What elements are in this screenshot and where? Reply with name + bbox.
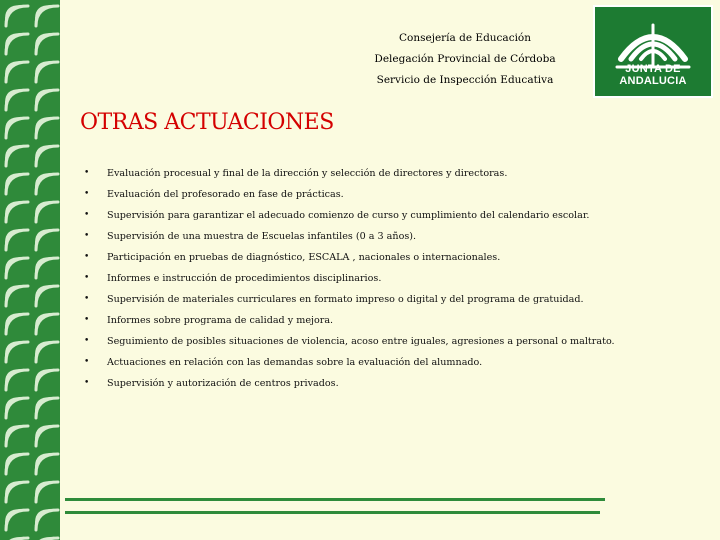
list-item	[84, 247, 704, 268]
bullet: •	[84, 252, 90, 262]
decorative-sidebar	[0, 0, 60, 540]
junta-logo	[593, 5, 713, 98]
list-item-text: Informes sobre programa de calidad y mejora.	[107, 315, 334, 326]
arc-motif-icon	[36, 398, 58, 418]
arc-motif-icon	[36, 174, 58, 194]
arc-motif-icon	[6, 398, 28, 418]
list-item	[84, 268, 704, 289]
list-item	[84, 163, 704, 184]
bullet: •	[84, 294, 90, 304]
bullet: •	[84, 168, 90, 178]
header-line-2: Delegación Provincial de Córdoba	[374, 53, 556, 65]
arc-motif-icon	[6, 482, 28, 502]
bullet: •	[84, 210, 90, 220]
list-item	[84, 184, 704, 205]
bullet: •	[84, 336, 90, 346]
arc-motif-icon	[36, 342, 58, 362]
bullet: •	[84, 273, 90, 283]
arc-motif-icon	[36, 90, 58, 110]
bullet: •	[84, 315, 90, 325]
bullet: •	[84, 357, 90, 367]
list-item	[84, 226, 704, 247]
list-item-text: Supervisión de una muestra de Escuelas infantiles (0 a 3 años).	[107, 231, 417, 242]
arc-motif-icon	[36, 62, 58, 82]
arc-motif-icon	[36, 34, 58, 54]
divider-top	[65, 498, 605, 501]
actions-list	[84, 163, 704, 394]
arc-motif-icon	[36, 230, 58, 250]
arc-motif-icon	[36, 370, 58, 390]
arc-motif-icon	[6, 342, 28, 362]
header-line-3: Servicio de Inspección Educativa	[376, 74, 554, 86]
page-title: OTRAS ACTUACIONES	[80, 110, 334, 135]
arc-motif-icon	[36, 6, 58, 26]
arc-motif-icon	[6, 454, 28, 474]
arc-motif-icon	[36, 258, 58, 278]
list-item	[84, 373, 704, 394]
list-item-text: Supervisión y autorización de centros privados.	[107, 378, 339, 389]
divider-bottom	[65, 511, 600, 514]
arc-motif-icon	[6, 62, 28, 82]
arc-motif-icon	[6, 510, 28, 530]
arc-motif-icon	[6, 174, 28, 194]
list-item-text: Seguimiento de posibles situaciones de violencia, acoso entre iguales, agresiones a personal o maltrato.	[107, 336, 615, 347]
logo-text: JUNTA DE ANDALUCIA	[619, 63, 687, 87]
list-item	[84, 205, 704, 226]
header-line-1: Consejería de Educación	[398, 32, 532, 44]
arc-motif-icon	[6, 118, 28, 138]
list-item-text: Evaluación del profesorado en fase de prácticas.	[107, 189, 344, 200]
arc-motif-icon	[6, 258, 28, 278]
list-item	[84, 331, 704, 352]
arc-motif-icon	[36, 314, 58, 334]
arc-motif-icon	[36, 454, 58, 474]
arc-motif-icon	[6, 370, 28, 390]
list-item	[84, 352, 704, 373]
arc-motif-icon	[6, 286, 28, 306]
list-item-text: Supervisión para garantizar el adecuado comienzo de curso y cumplimiento del calendario escolar.	[107, 210, 590, 221]
arc-motif-icon	[36, 146, 58, 166]
arc-motif-icon	[36, 286, 58, 306]
bullet: •	[84, 189, 90, 199]
arc-motif-icon	[6, 34, 28, 54]
list-item-text: Evaluación procesual y final de la dirección y selección de directores y directoras.	[107, 168, 508, 179]
bullet: •	[84, 231, 90, 241]
arc-motif-icon	[36, 482, 58, 502]
arc-motif-icon	[6, 202, 28, 222]
arc-pattern	[0, 0, 60, 540]
arc-motif-icon	[36, 510, 58, 530]
arc-motif-icon	[36, 118, 58, 138]
list-item	[84, 310, 704, 331]
arc-motif-icon	[6, 90, 28, 110]
list-item-text: Participación en pruebas de diagnóstico, ESCALA , nacionales o internacionales.	[107, 252, 501, 263]
header-block	[330, 28, 600, 91]
list-item-text: Informes e instrucción de procedimientos disciplinarios.	[107, 273, 382, 284]
bullet: •	[84, 378, 90, 388]
arc-motif-icon	[6, 146, 28, 166]
arc-motif-icon	[6, 230, 28, 250]
list-item	[84, 289, 704, 310]
list-item-text: Actuaciones en relación con las demandas sobre la evaluación del alumnado.	[107, 357, 483, 368]
arc-motif-icon	[36, 426, 58, 446]
arc-motif-icon	[36, 202, 58, 222]
arc-motif-icon	[6, 426, 28, 446]
arc-motif-icon	[6, 6, 28, 26]
list-item-text: Supervisión de materiales curriculares en formato impreso o digital y del programa de gratuidad.	[107, 294, 584, 305]
arc-motif-icon	[6, 314, 28, 334]
